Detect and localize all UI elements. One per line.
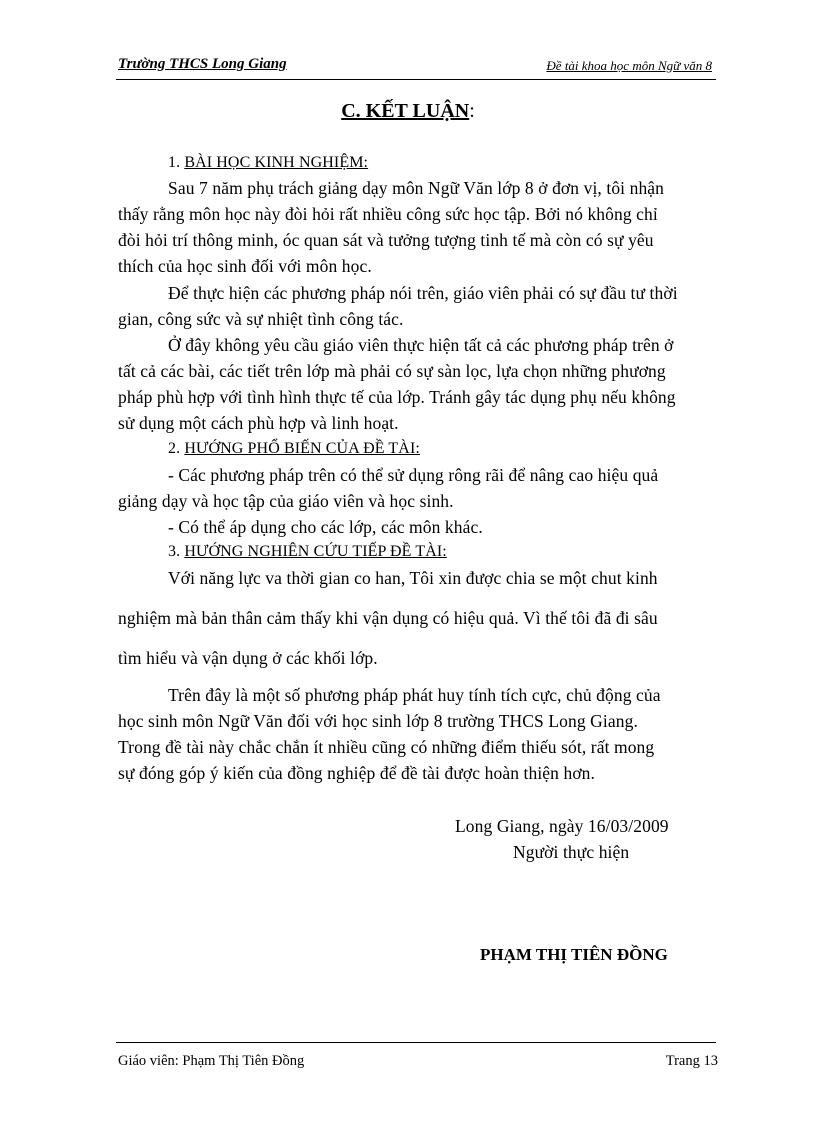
section1-number: 1. — [168, 154, 185, 171]
paragraph-line: tất cả các bài, các tiết trên lớp mà phải có sự sàn lọc, lựa chọn những phương — [118, 361, 666, 381]
paragraph-line: sử dụng một cách phù hợp và linh hoạt. — [118, 413, 399, 433]
paragraph-line: Sau 7 năm phụ trách giảng dạy môn Ngữ Văn lớp 8 ở đơn vị, tôi nhận — [168, 178, 665, 198]
paragraph-line: tìm hiểu và vận dụng ở các khối lớp. — [118, 648, 378, 668]
signature-role: Người thực hiện — [513, 842, 630, 862]
paragraph-line: sự đóng góp ý kiến của đồng nghiệp để đề tài được hoàn thiện hơn. — [118, 763, 596, 783]
paragraph-line: Trên đây là một số phương pháp phát huy tính tích cực, chủ động của — [168, 685, 661, 705]
paragraph-line: Để thực hiện các phương pháp nói trên, giáo viên phải có sự đầu tư thời — [168, 283, 678, 303]
paragraph-line: - Các phương pháp trên có thể sử dụng rông rãi để nâng cao hiệu quả — [168, 465, 659, 485]
paragraph-line: đòi hỏi trí thông minh, óc quan sát và tưởng tượng tinh tế mà còn có sự yêu — [118, 230, 654, 250]
paragraph-line: thấy rằng môn học này đòi hỏi rất nhiều công sức học tập. Bởi nó không chỉ — [118, 204, 658, 224]
paragraph-line: Ở đây không yêu cầu giáo viên thực hiện tất cả các phương pháp trên ở — [168, 335, 674, 355]
section2-title: HƯỚNG PHỔ BIẾN CỦA ĐỀ TÀI: — [184, 440, 420, 457]
section1-title: BÀI HỌC KINH NGHIỆM: — [184, 154, 369, 171]
section3-heading — [168, 543, 447, 561]
paragraph-line: pháp phù hợp với tình hình thực tế của lớp. Tránh gây tác dụng phụ nếu không — [118, 387, 676, 407]
title-colon: : — [469, 100, 475, 122]
paragraph-line: - Có thể áp dụng cho các lớp, các môn khác. — [168, 517, 483, 537]
signature-name: PHẠM THỊ TIÊN ĐỒNG — [480, 945, 668, 964]
signature-place-date: Long Giang, ngày 16/03/2009 — [455, 816, 669, 836]
section3-number: 3. — [168, 543, 185, 560]
paragraph-line: Trong đề tài này chắc chắn ít nhiều cũng có những điểm thiếu sót, rất mong — [118, 737, 655, 757]
header-school: Trường THCS Long Giang — [118, 56, 287, 72]
paragraph-line: gian, công sức và sự nhiệt tình công tác. — [118, 309, 404, 329]
header-subject: Đề tài khoa học môn Ngữ văn 8 — [546, 58, 712, 73]
footer-page-number: Trang 13 — [665, 1053, 718, 1069]
paragraph-line: Với năng lực va thời gian co han, Tôi xin được chia se một chut kinh — [168, 568, 658, 588]
paragraph-line: nghiệm mà bản thân cảm thấy khi vận dụng có hiệu quả. Vì thế tôi đã đi sâu — [118, 608, 658, 628]
title-text: C. KẾT LUẬN — [341, 100, 470, 122]
paragraph-line: học sinh môn Ngữ Văn đối với học sinh lớp 8 trường THCS Long Giang. — [118, 711, 638, 731]
header-divider — [116, 79, 716, 80]
section2-heading — [168, 440, 420, 458]
paragraph-line: thích của học sinh đối với môn học. — [118, 256, 372, 276]
section2-number: 2. — [168, 440, 185, 457]
section3-title: HƯỚNG NGHIÊN CỨU TIẾP ĐỀ TÀI: — [184, 543, 447, 560]
footer-divider — [116, 1042, 716, 1043]
paragraph-line: giảng dạy và học tập của giáo viên và học sinh. — [118, 491, 454, 511]
footer-teacher: Giáo viên: Phạm Thị Tiên Đồng — [118, 1053, 305, 1069]
page-title — [0, 100, 816, 123]
section1-heading — [168, 154, 368, 172]
